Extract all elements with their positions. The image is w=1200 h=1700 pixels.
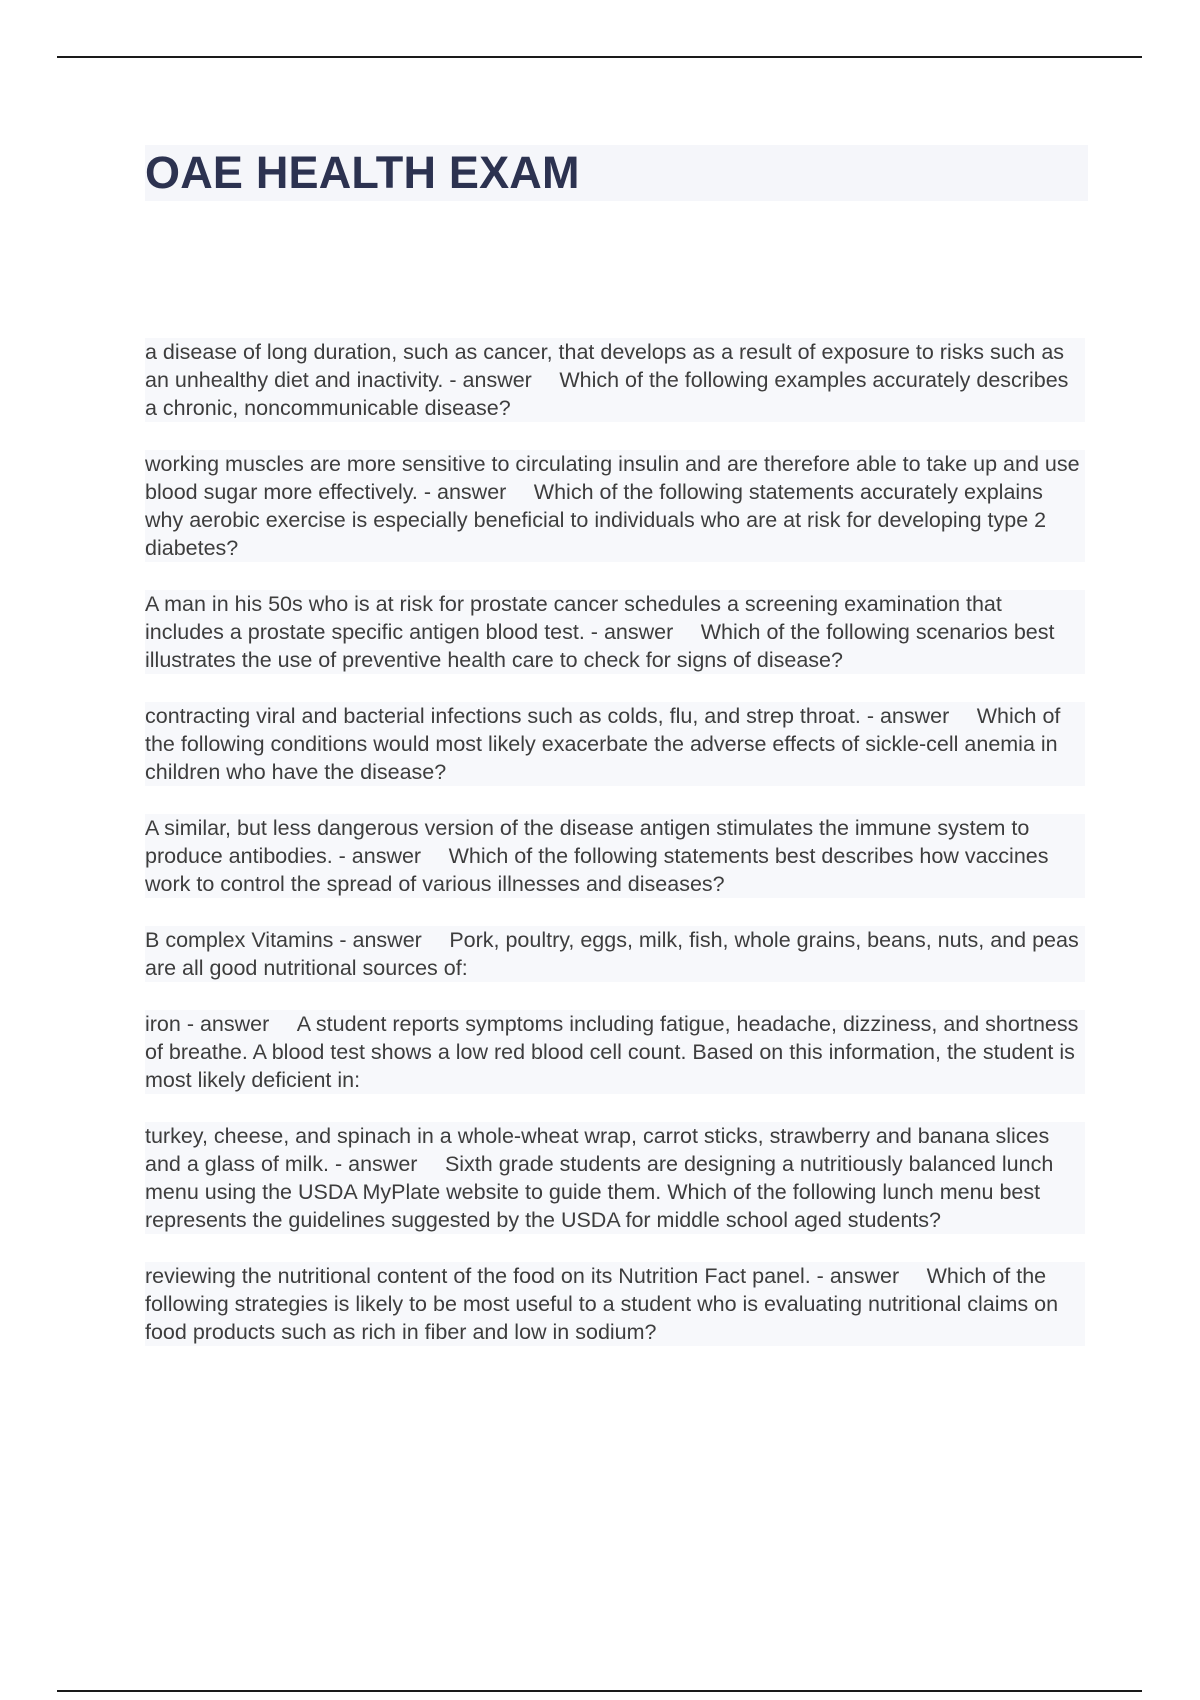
qa-item (145, 450, 1085, 562)
qa-definition: Which of the following strategies is likely to be most useful to a student who is evaluating nutritional claims on food products such as rich in fiber and low in sodium? (145, 1264, 1059, 1344)
qa-label: answer (351, 844, 422, 868)
qa-label: answer (879, 704, 950, 728)
qa-term: A man in his 50s who is at risk for prostate cancer schedules a screening examination that includes a prostate specific antigen blood test. (145, 592, 1002, 644)
qa-separator: - (584, 620, 604, 644)
qa-term: working muscles are more sensitive to circulating insulin and are therefore able to take up and use blood sugar more effectively. (145, 452, 1080, 504)
qa-definition: Pork, poultry, eggs, milk, fish, whole grains, beans, nuts, and peas are all good nutritional sources of: (145, 928, 1079, 980)
qa-label: answer (829, 1264, 900, 1288)
qa-label: answer (462, 368, 532, 392)
qa-term: A similar, but less dangerous version of the disease antigen stimulates the immune system to produce antibodies. (145, 816, 1030, 868)
qa-separator: - (329, 1152, 349, 1176)
qa-term: a disease of long duration, such as cancer, that develops as a result of exposure to risks such as an unhealthy diet and inactivity. (145, 340, 1065, 392)
qa-list (145, 338, 1085, 1374)
qa-separator: - (180, 1012, 200, 1036)
qa-item (145, 814, 1085, 898)
qa-item (145, 1122, 1085, 1234)
qa-label: answer (352, 928, 422, 952)
qa-term: reviewing the nutritional content of the food on its Nutrition Fact panel. (145, 1264, 811, 1288)
qa-definition: Sixth grade students are designing a nutritiously balanced lunch menu using the USDA MyPlate website to guide them. Which of the following lunch menu best represents the guidelines suggested by the USDA for middle school aged students? (145, 1152, 1054, 1232)
qa-separator: - (332, 844, 352, 868)
bottom-rule (57, 1690, 1142, 1692)
qa-separator: - (417, 480, 437, 504)
qa-item (145, 1262, 1085, 1346)
qa-term: contracting viral and bacterial infections such as colds, flu, and strep throat. (145, 704, 861, 728)
qa-term: turkey, cheese, and spinach in a whole-wheat wrap, carrot sticks, strawberry and banana slices and a glass of milk. (145, 1124, 1050, 1176)
qa-separator: - (333, 928, 353, 952)
qa-label: answer (348, 1152, 418, 1176)
qa-term: iron (145, 1012, 181, 1036)
qa-definition: Which of the following statements best describes how vaccines work to control the spread of various illnesses and diseases? (145, 844, 1049, 896)
qa-item (145, 1010, 1085, 1094)
qa-definition: Which of the following statements accurately explains why aerobic exercise is especially beneficial to individuals who are at risk for developing type 2 diabetes? (145, 480, 1047, 560)
qa-label: answer (199, 1012, 270, 1036)
qa-definition: A student reports symptoms including fatigue, headache, dizziness, and shortness of breathe. A blood test shows a low red blood cell count. Based on this information, the student is most likely deficient in: (145, 1012, 1079, 1092)
qa-separator: - (443, 368, 463, 392)
qa-item (145, 338, 1085, 422)
qa-label: answer (437, 480, 507, 504)
qa-item (145, 926, 1085, 982)
qa-definition: Which of the following conditions would most likely exacerbate the adverse effects of sickle-cell anemia in children who have the disease? (145, 704, 1061, 784)
top-rule (57, 56, 1142, 58)
qa-definition: Which of the following scenarios best illustrates the use of preventive health care to check for signs of disease? (145, 620, 1055, 672)
qa-item (145, 702, 1085, 786)
qa-separator: - (860, 704, 880, 728)
qa-label: answer (603, 620, 674, 644)
page-title: OAE HEALTH EXAM (145, 147, 580, 198)
qa-separator: - (810, 1264, 830, 1288)
qa-item (145, 590, 1085, 674)
qa-term: B complex Vitamins (145, 928, 334, 952)
qa-definition: Which of the following examples accurately describes a chronic, noncommunicable disease? (145, 368, 1069, 420)
